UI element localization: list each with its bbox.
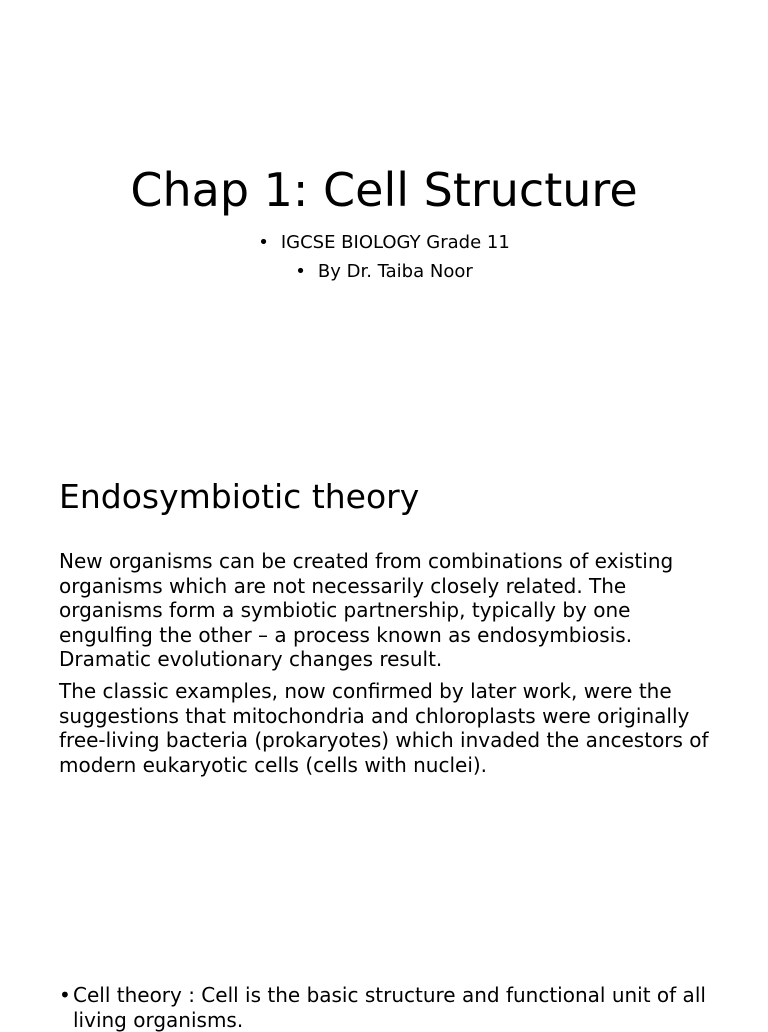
paragraph: New organisms can be created from combinations of existing organisms which are not necessarily closely related. The organisms form a symbiotic partnership, typically by one engulfing the other – a process known as endosymbiosis. Dramatic evolutionary changes result. (59, 549, 674, 671)
bullet-icon: • (295, 261, 306, 282)
bullet-icon: • (258, 232, 269, 253)
subtitle-item-course (0, 228, 768, 257)
subtitle-text: By Dr. Taiba Noor (317, 261, 473, 282)
subtitle-item-author (0, 257, 768, 286)
subtitle-text: IGCSE BIOLOGY Grade 11 (280, 232, 510, 253)
bullet-text: Cell theory : Cell is the basic structure and functional unit of all living organisms. (73, 983, 706, 1032)
paragraph: The classic examples, now confirmed by later work, were the suggestions that mitochondria and chloroplasts were originally free-living bacteria (prokaryotes) which invaded the ancestors of modern eukaryotic cells (cells with nuclei). (59, 679, 709, 777)
subtitle-list (0, 228, 768, 286)
slide-title: Chap 1: Cell Structure (130, 163, 638, 217)
section-heading: Endosymbiotic theory (59, 477, 420, 516)
bullet-item (59, 983, 719, 1032)
bullet-icon: • (59, 983, 71, 1007)
